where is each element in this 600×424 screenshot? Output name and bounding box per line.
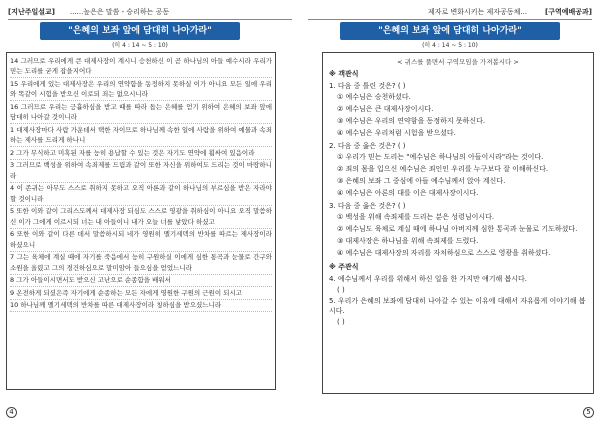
- answer-option: ④ 예수님은 우리처럼 시험을 받으셨다.: [337, 129, 456, 137]
- question-5: [323, 296, 593, 326]
- scripture-reference: (히 4 : 14 ~ 5 : 10): [422, 42, 478, 49]
- answer-option: ③ 대제사장은 하나님을 위해 속죄제를 드렸다.: [337, 237, 479, 245]
- page-number: 5: [583, 407, 594, 418]
- page-header: [8, 6, 292, 20]
- question-text: 2. 다음 중 옳은 것은? ( ): [329, 142, 406, 150]
- verse: 8 그가 아들이시면서도 받으신 고난으로 순종함을 배워서: [10, 275, 272, 288]
- answer-option: ① 예수님은 승천하셨다.: [337, 93, 411, 101]
- header-tag: [구역예배공과]: [545, 8, 592, 16]
- verse: 10 하나님께 멜기세덱의 반차를 따른 대제사장이라 칭하심을 받으셨느니라: [10, 300, 272, 313]
- answer-blank[interactable]: ( ): [337, 318, 345, 326]
- sermon-title-banner: "은혜의 보좌 앞에 담대히 나아가라": [40, 22, 240, 40]
- verse-list: [7, 53, 275, 314]
- page-number: 4: [6, 407, 17, 418]
- answer-blank[interactable]: ( ): [337, 286, 345, 294]
- lesson-title-banner: "은혜의 보좌 앞에 담대히 나아가라": [340, 22, 560, 40]
- question-2: [323, 141, 593, 199]
- page-header: [308, 6, 592, 20]
- answer-option: ② 예수님도 육체로 계실 때에 하나님 아버지께 심한 통곡과 눈물로 기도하셨다.: [337, 225, 578, 233]
- question-text: 3. 다음 중 옳은 것은? ( ): [329, 202, 406, 210]
- question-text: 5. 우리가 은혜의 보좌에 담대히 나아갈 수 있는 이유에 대해서 자유롭게 이야기해 봅시다.: [329, 297, 586, 315]
- verse: 7 그는 육체에 계실 때에 자기를 죽음에서 능히 구원하실 이에게 심한 통곡과 눈물로 간구와 소원을 올렸고 그의 경건하심으로 말미암아 들으심을 얻었느니라: [10, 252, 272, 275]
- lesson-box: [322, 52, 594, 394]
- scripture-reference: (히 4 : 14 ~ 5 : 10): [112, 42, 168, 49]
- answer-option: ④ 예수님은 대제사장의 자리를 자처하심으로 스스로 영광을 취하셨다.: [337, 249, 551, 257]
- header-tag: [지난주일설교]: [8, 8, 55, 16]
- verse: 9 온전하게 되셨은즉 자기에게 순종하는 모든 자에게 영원한 구원의 근원이 되시고: [10, 287, 272, 300]
- question-4: [323, 274, 593, 294]
- lesson-subtitle: < 귀스를 풀면서 구역모임을 가져봅시다 >: [397, 58, 519, 66]
- answer-option: ② 예수님은 큰 대제사장이시다.: [337, 105, 434, 113]
- answer-option: ③ 은혜의 보좌 그 중심에 아들 예수님께서 앉아 계신다.: [337, 177, 506, 185]
- verse: 1 대제사장마다 사람 가운데서 택한 자이므로 하나님께 속한 일에 사람을 위하여 예물과 속죄하는 제사를 드리게 하나니: [10, 124, 272, 147]
- answer-option: ① 백성을 위해 속죄제를 드리는 분은 성령님이시다.: [337, 213, 495, 221]
- verse: 16 그러므로 우리는 긍휼하심을 받고 때를 따라 돕는 은혜를 얻기 위하여 은혜의 보좌 앞에 담대히 나아갈 것이니라: [10, 101, 272, 124]
- verse: 3 그러므로 백성을 위하여 속죄제를 드림과 같이 또한 자신을 위하여도 드리는 것이 마땅하니라: [10, 160, 272, 183]
- right-page: [300, 0, 600, 424]
- objective-section-title: ※ 객관식: [329, 70, 359, 78]
- answer-option: ② 죄의 몸을 입으신 예수님은 죄인인 우리를 누구보다 잘 이해하신다.: [337, 165, 549, 173]
- verse: 14 그러므로 우리에게 큰 대제사장이 계시니 승천하신 이 곧 하나님의 아들 예수시라 우리가 믿는 도리를 굳게 잡을지어다: [10, 55, 272, 78]
- answer-option: ③ 예수님은 우리의 연약함을 동정하지 못하신다.: [337, 117, 486, 125]
- subjective-section-title: ※ 주관식: [329, 263, 359, 271]
- answer-option: ① 우리가 믿는 도리는 "예수님은 하나님의 아들이시라"라는 것이다.: [337, 153, 544, 161]
- verse: 2 그가 무식하고 미혹된 자를 능히 용납할 수 있는 것은 자기도 연약에 휩싸여 있음이라: [10, 147, 272, 160]
- verse: 15 우리에게 있는 대제사장은 우리의 연약함을 동정하지 못하실 이가 아니요 모든 일에 우리와 똑같이 시험을 받으신 이로되 죄는 없으시니라: [10, 78, 272, 101]
- verse: 4 이 존귀는 아무도 스스로 취하지 못하고 오직 아론과 같이 하나님의 부르심을 받은 자라야 할 것이니라: [10, 183, 272, 206]
- answer-option: ④ 예수님은 아론의 대를 이은 대제사장이시다.: [337, 189, 479, 197]
- scripture-text-box: [6, 52, 276, 390]
- verse: 5 또한 이와 같이 그리스도께서 대제사장 되심도 스스로 영광을 취하심이 아니요 오직 말씀하신 이가 그에게 이르시되 너는 내 아들이니 내가 오늘 너를 낳았다 하셨고: [10, 206, 272, 229]
- question-3: [323, 201, 593, 259]
- header-title: ......높은은 말씀 - 승리하는 공동: [70, 8, 170, 16]
- header-title: 제자로 변화시키는 제자공동체...: [428, 8, 528, 16]
- question-text: 1. 다음 중 틀린 것은? ( ): [329, 82, 406, 90]
- question-text: 4. 예수님께서 우리를 위해서 하신 일을 한 가지만 얘기해 봅시다.: [329, 275, 527, 283]
- verse: 6 또한 이와 같이 다른 데서 말씀하시되 네가 영원히 멜기세덱의 반차를 따르는 제사장이라 하셨으니: [10, 229, 272, 252]
- question-1: [323, 81, 593, 139]
